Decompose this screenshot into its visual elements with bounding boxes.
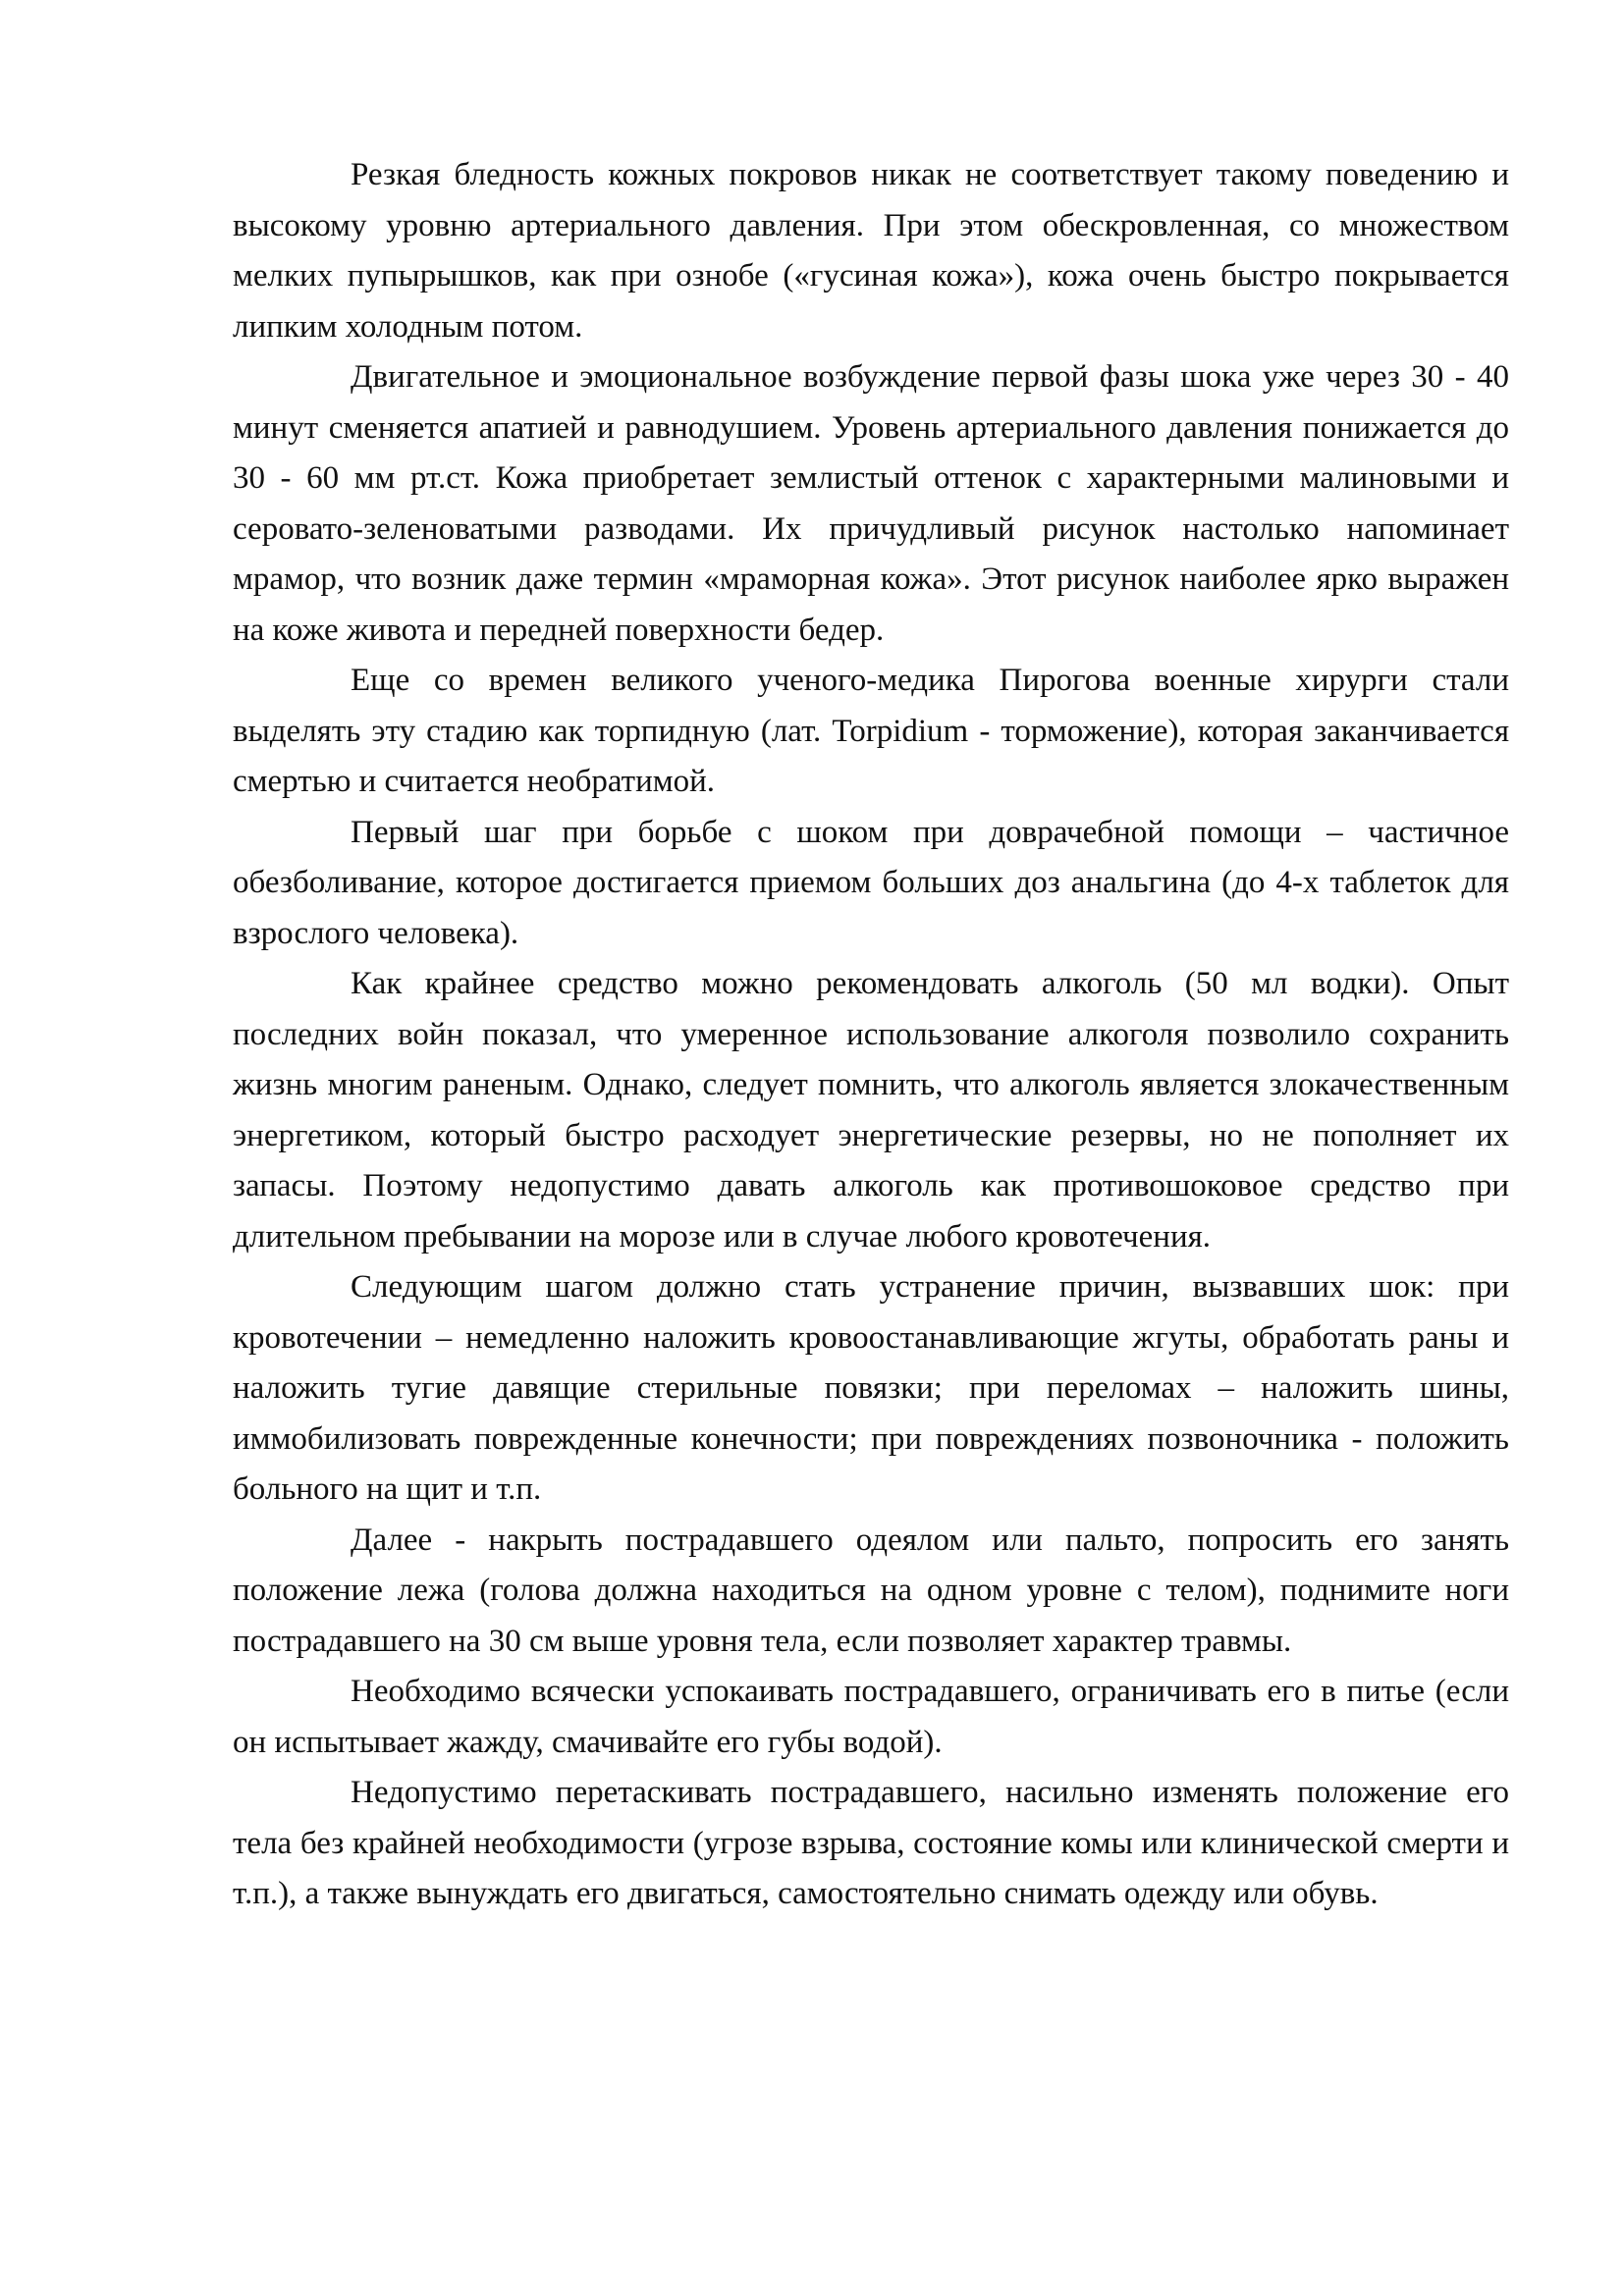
paragraph-pallor-symptoms: Резкая бледность кожных покровов никак не соответствует такому поведению и высокому уровню артериального давления. При этом обескровленная, со множеством мелких пупырышков, как при ознобе («гусиная кожа»), кожа очень быстро покрывается липким холодным потом. (233, 157, 1509, 345)
document-page (233, 150, 1509, 1920)
paragraph-cover-and-position: Далее - накрыть пострадавшего одеялом или пальто, попросить его занять положение лежа (голова должна находиться на одном уровне с телом), поднимите ноги пострадавшего на 30 см выше уровня тела, если позволяет характер травмы. (233, 1522, 1509, 1659)
paragraph-calm-and-limit-drinking: Необходимо всячески успокаивать пострадавшего, ограничивать его в питье (если он испытывает жажду, смачивайте его губы водой). (233, 1674, 1509, 1760)
paragraph-first-step-analgesia: Первый шаг при борьбе с шоком при доврачебной помощи – частичное обезболивание, которое достигается приемом больших доз анальгина (до 4-х таблеток для взрослого человека). (233, 814, 1509, 951)
paragraph-alcohol-remedy: Как крайнее средство можно рекомендовать алкоголь (50 мл водки). Опыт последних войн показал, что умеренное использование алкоголя позволило сохранить жизнь многим раненым. Однако, следует помнить, что алкоголь является злокачественным энергетиком, который быстро расходует энергетические резервы, но не пополняет их запасы. Поэтому недопустимо давать алкоголь как противошоковое средство при длительном пребывании на морозе или в случае любого кровотечения. (233, 966, 1509, 1255)
paragraph-eliminate-causes: Следующим шагом должно стать устранение причин, вызвавших шок: при кровотечении – немедленно наложить кровоостанавливающие жгуты, обработать раны и наложить тугие давящие стерильные повязки; при переломах – наложить шины, иммобилизовать поврежденные конечности; при повреждениях позвоночника - положить больного на щит и т.п. (233, 1269, 1509, 1507)
paragraph-torpid-phase: Двигательное и эмоциональное возбуждение первой фазы шока уже через 30 - 40 минут сменяется апатией и равнодушием. Уровень артериального давления понижается до 30 - 60 мм рт.ст. Кожа приобретает землистый оттенок с характерными малиновыми и серовато-зеленоватыми разводами. Их причудливый рисунок настолько напоминает мрамор, что возник даже термин «мраморная кожа». Этот рисунок наиболее ярко выражен на коже живота и передней поверхности бедер. (233, 359, 1509, 648)
paragraph-do-not-move: Недопустимо перетаскивать пострадавшего, насильно изменять положение его тела без крайней необходимости (угрозе взрыва, состояние комы или клинической смерти и т.п.), а также вынуждать его двигаться, самостоятельно снимать одежду или обувь. (233, 1775, 1509, 1911)
paragraph-pirogov-torpid-stage: Еще со времен великого ученого-медика Пирогова военные хирурги стали выделять эту стадию как торпидную (лат. Torpidium - торможение), которая заканчивается смертью и считается необратимой. (233, 663, 1509, 799)
